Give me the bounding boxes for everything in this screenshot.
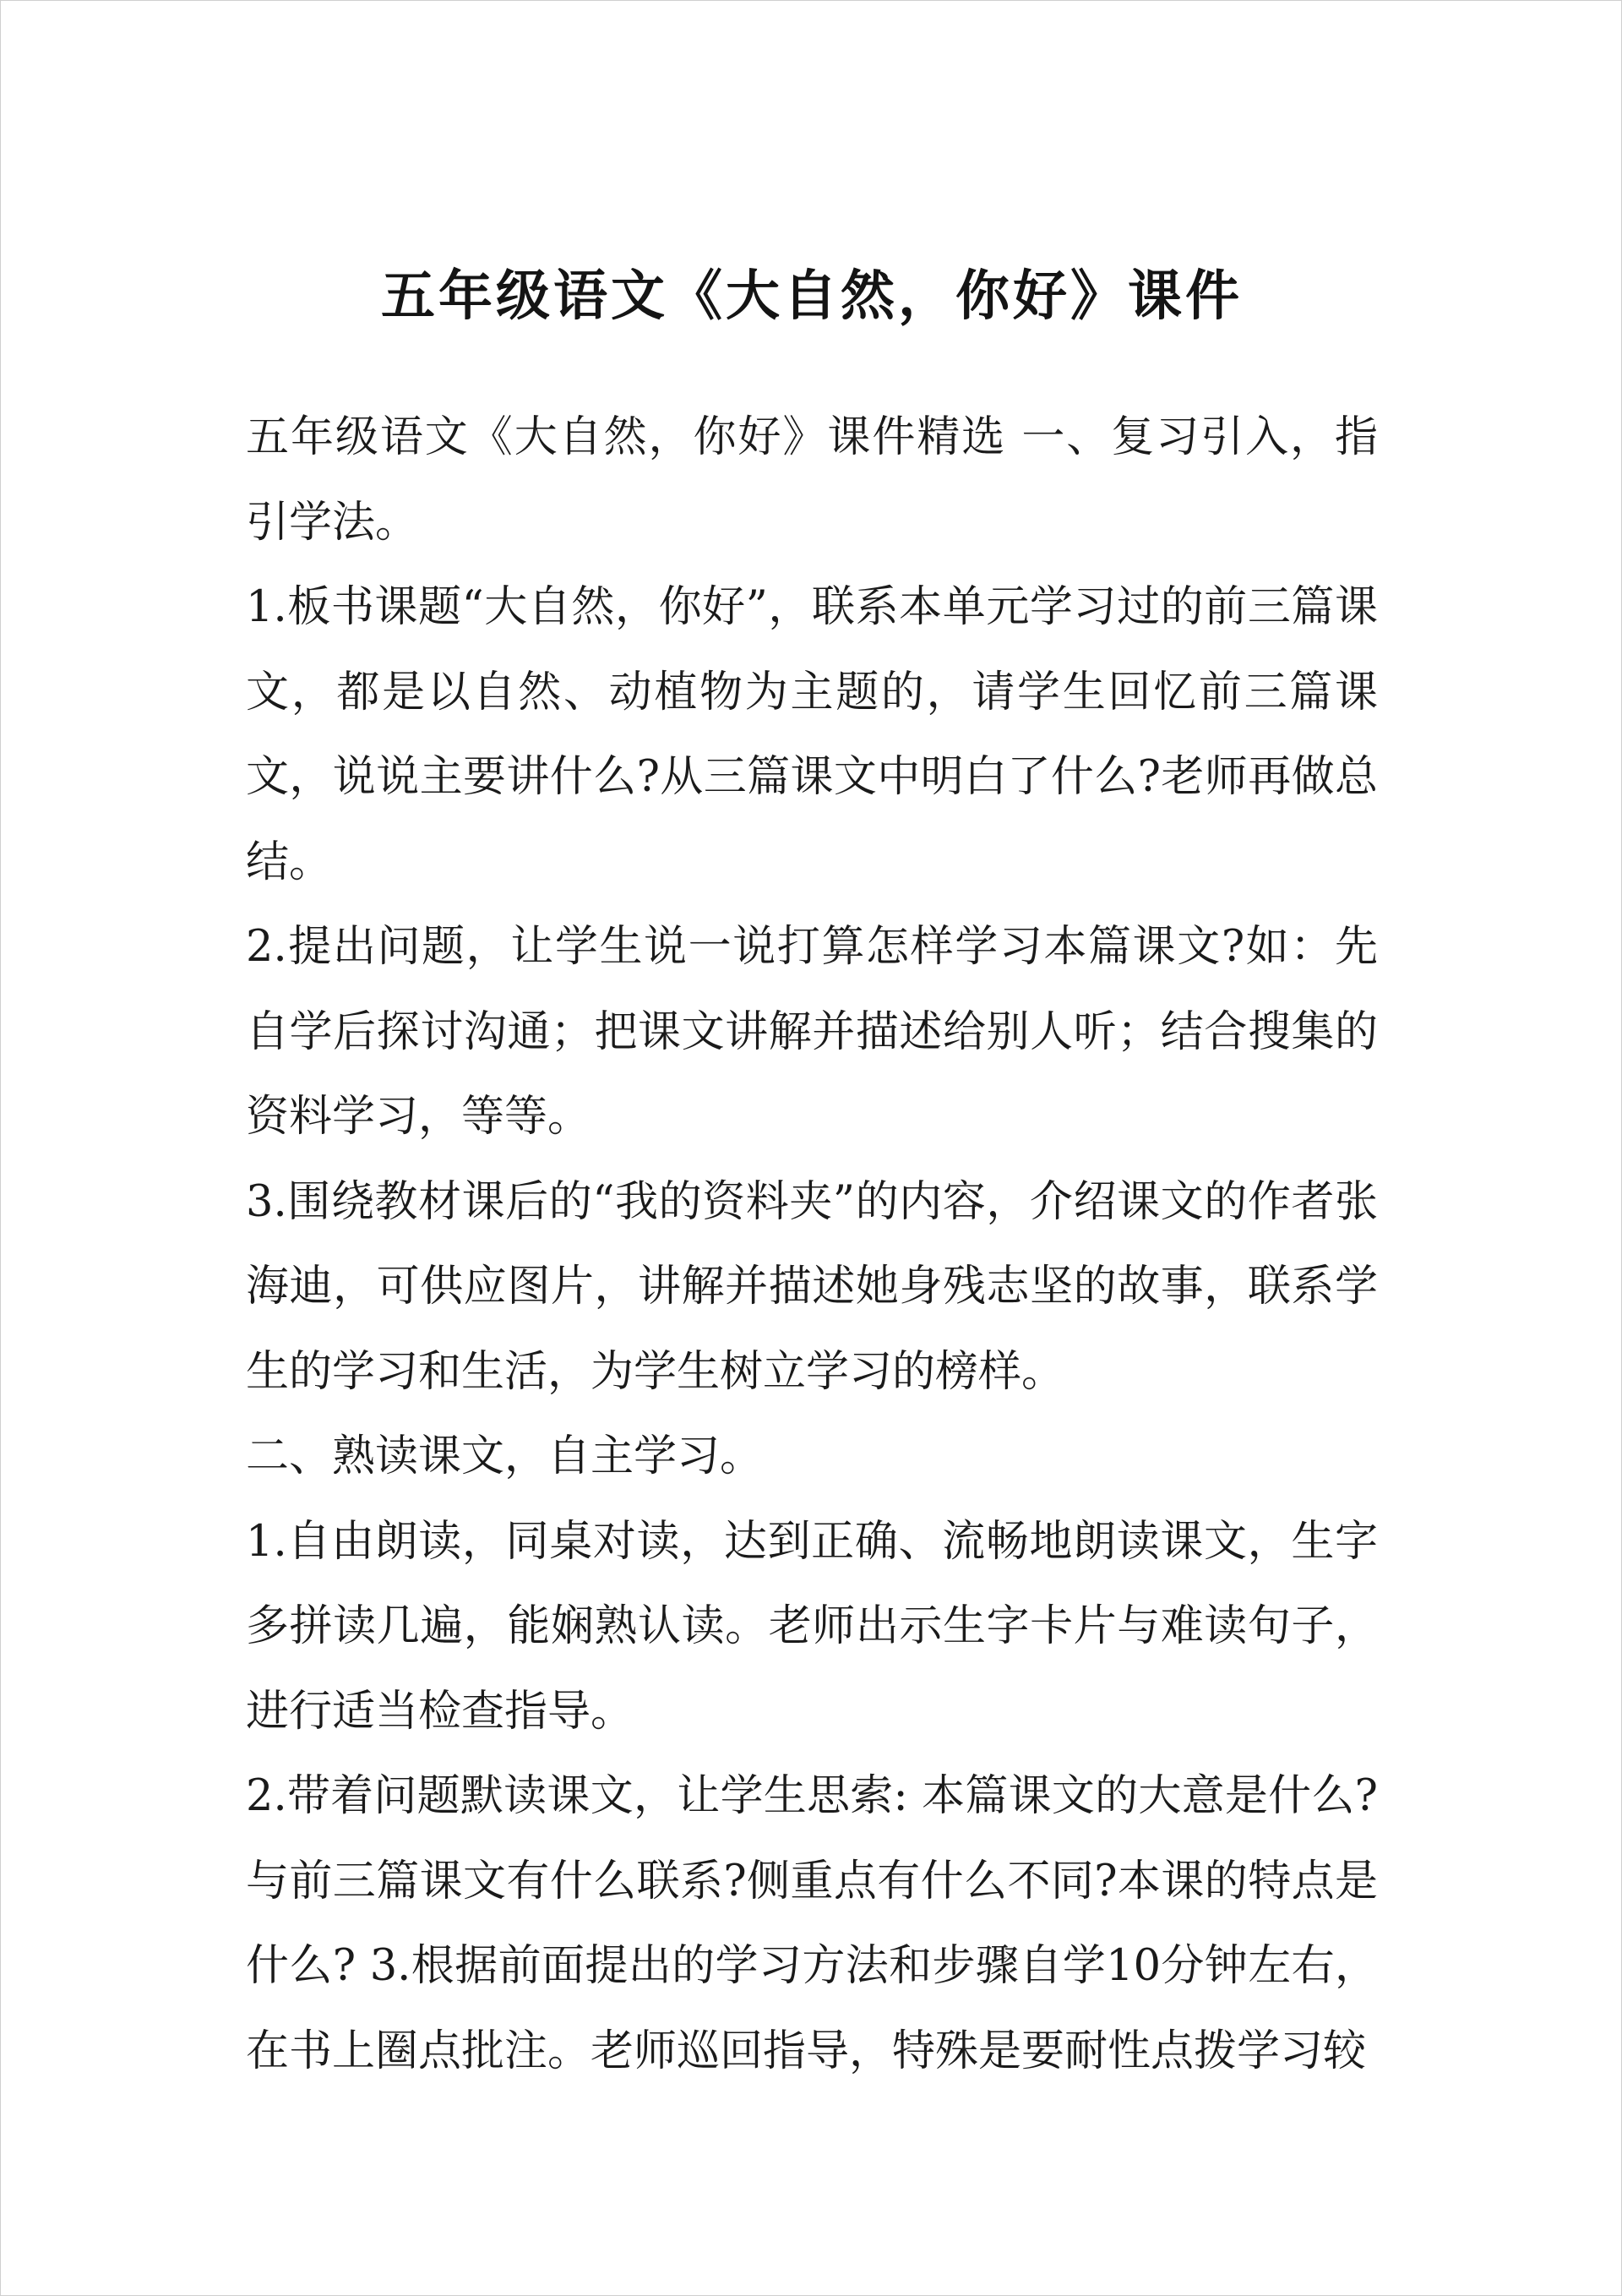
section-heading-2: 二、熟读课文，自主学习。 <box>246 1432 764 1481</box>
paragraph-intro: 五年级语文《大自然，你好》课件精选 一、复习引入，指引学法。 <box>246 412 1378 548</box>
paragraph-item-3: 3.围绕教材课后的“我的资料夹”的内容，介绍课文的作者张海迪，可供应图片，讲解并描述她身残志坚的故事，联系学生的学习和生活，为学生树立学习的榜样。 <box>246 1176 1378 1397</box>
document-title: 五年级语文《大自然，你好》课件 <box>381 265 1243 328</box>
paragraph-item-2: 2.提出问题，让学生说一说打算怎样学习本篇课文?如：先自学后探讨沟通；把课文讲解并描述给别人听；结合搜集的资料学习，等等。 <box>246 922 1378 1142</box>
paragraph-item-1: 1.板书课题“大自然，你好”，联系本单元学习过的前三篇课文，都是以自然、动植物为主题的，请学生回忆前三篇课文，说说主要讲什么?从三篇课文中明白了什么?老师再做总结。 <box>246 582 1378 887</box>
paragraph-section2-item-2: 2.带着问题默读课文，让学生思索: 本篇课文的大意是什么?与前三篇课文有什么联系?侧重点有什么不同?本课的特点是什么? 3.根据前面提出的学习方法和步骤自学10分钟左右，在书上圈点批注。老师巡回指导，特殊是要耐性点拨学习较 <box>246 1771 1378 2076</box>
paragraph-section2-item-1: 1.自由朗读，同桌对读，达到正确、流畅地朗读课文，生字多拼读几遍，能娴熟认读。老师出示生字卡片与难读句子，进行适当检查指导。 <box>246 1516 1378 1737</box>
document-body <box>246 395 1378 2094</box>
